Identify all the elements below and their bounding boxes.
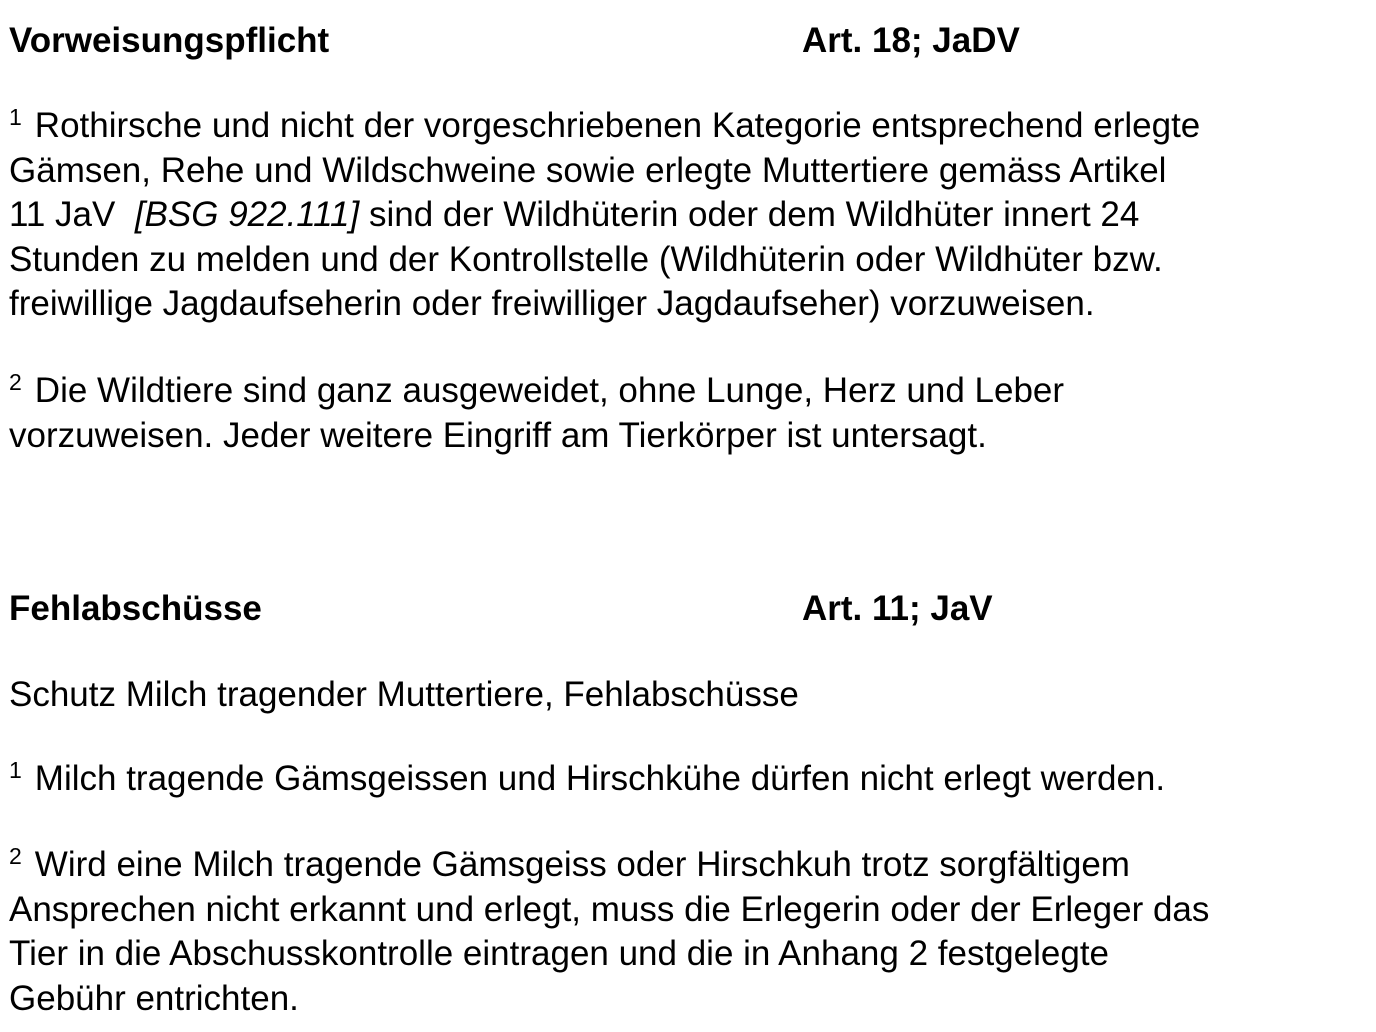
legal-reference-link[interactable]: [BSG 922.111]: [134, 195, 360, 234]
line-text: Rothirsche und nicht der vorgeschriebenen Kategorie entsprechend erlegte: [34, 106, 1201, 145]
paragraph-2: [9, 843, 1369, 1021]
paragraph-line: vorzuweisen. Jeder weitere Eingriff am Tierkörper ist untersagt.: [9, 415, 987, 455]
paragraph-line: [9, 104, 1369, 149]
section-title: Vorweisungspflicht: [9, 21, 330, 60]
line-text: sind der Wildhüterin oder dem Wildhüter innert 24: [359, 195, 1140, 234]
paragraph-line: [9, 843, 1369, 888]
section-reference: Art. 18; JaDV: [802, 21, 1020, 60]
subtitle-text: Schutz Milch tragender Muttertiere, Fehlabschüsse: [9, 675, 799, 714]
paragraph-2: [9, 369, 1369, 458]
paragraph-number: 2: [9, 843, 22, 869]
section-subtitle: [9, 673, 1369, 718]
paragraph-line: Gebühr entrichten.: [9, 978, 299, 1018]
section-title: Fehlabschüsse: [9, 589, 262, 628]
line-text: 11 JaV: [9, 195, 126, 234]
paragraph-number: 1: [9, 104, 22, 130]
paragraph-line: freiwillige Jagdaufseherin oder freiwilliger Jagdaufseher) vorzuweisen.: [9, 284, 1095, 323]
line-text: Milch tragende Gämsgeissen und Hirschkühe dürfen nicht erlegt werden.: [34, 759, 1166, 798]
paragraph-line: [9, 369, 1369, 414]
paragraph-number: 1: [9, 757, 22, 783]
paragraph-line: [9, 757, 1369, 802]
paragraph-line: Stunden zu melden und der Kontrollstelle (Wildhüterin oder Wildhüter bzw.: [9, 239, 1163, 279]
line-text: Die Wildtiere sind ganz ausgeweidet, ohne Lunge, Herz und Leber: [34, 371, 1065, 410]
paragraph-line: Ansprechen nicht erkannt und erlegt, muss die Erlegerin oder der Erleger das: [9, 889, 1210, 929]
section-heading-vorweisungspflicht: [9, 19, 1369, 63]
section-reference: Art. 11; JaV: [802, 589, 993, 628]
paragraph-line: [9, 193, 1369, 238]
document-page: [9, 0, 1369, 1032]
paragraph-1: [9, 104, 1369, 327]
paragraph-line: Tier in die Abschusskontrolle eintragen und die in Anhang 2 festgelegte: [9, 934, 1110, 973]
line-text: Wird eine Milch tragende Gämsgeiss oder Hirschkuh trotz sorgfältigem: [34, 845, 1130, 884]
paragraph-line: Gämsen, Rehe und Wildschweine sowie erlegte Muttertiere gemäss Artikel: [9, 150, 1167, 190]
section-heading-fehlabschuesse: [9, 587, 1369, 631]
paragraph-1: [9, 757, 1369, 802]
paragraph-number: 2: [9, 369, 22, 395]
